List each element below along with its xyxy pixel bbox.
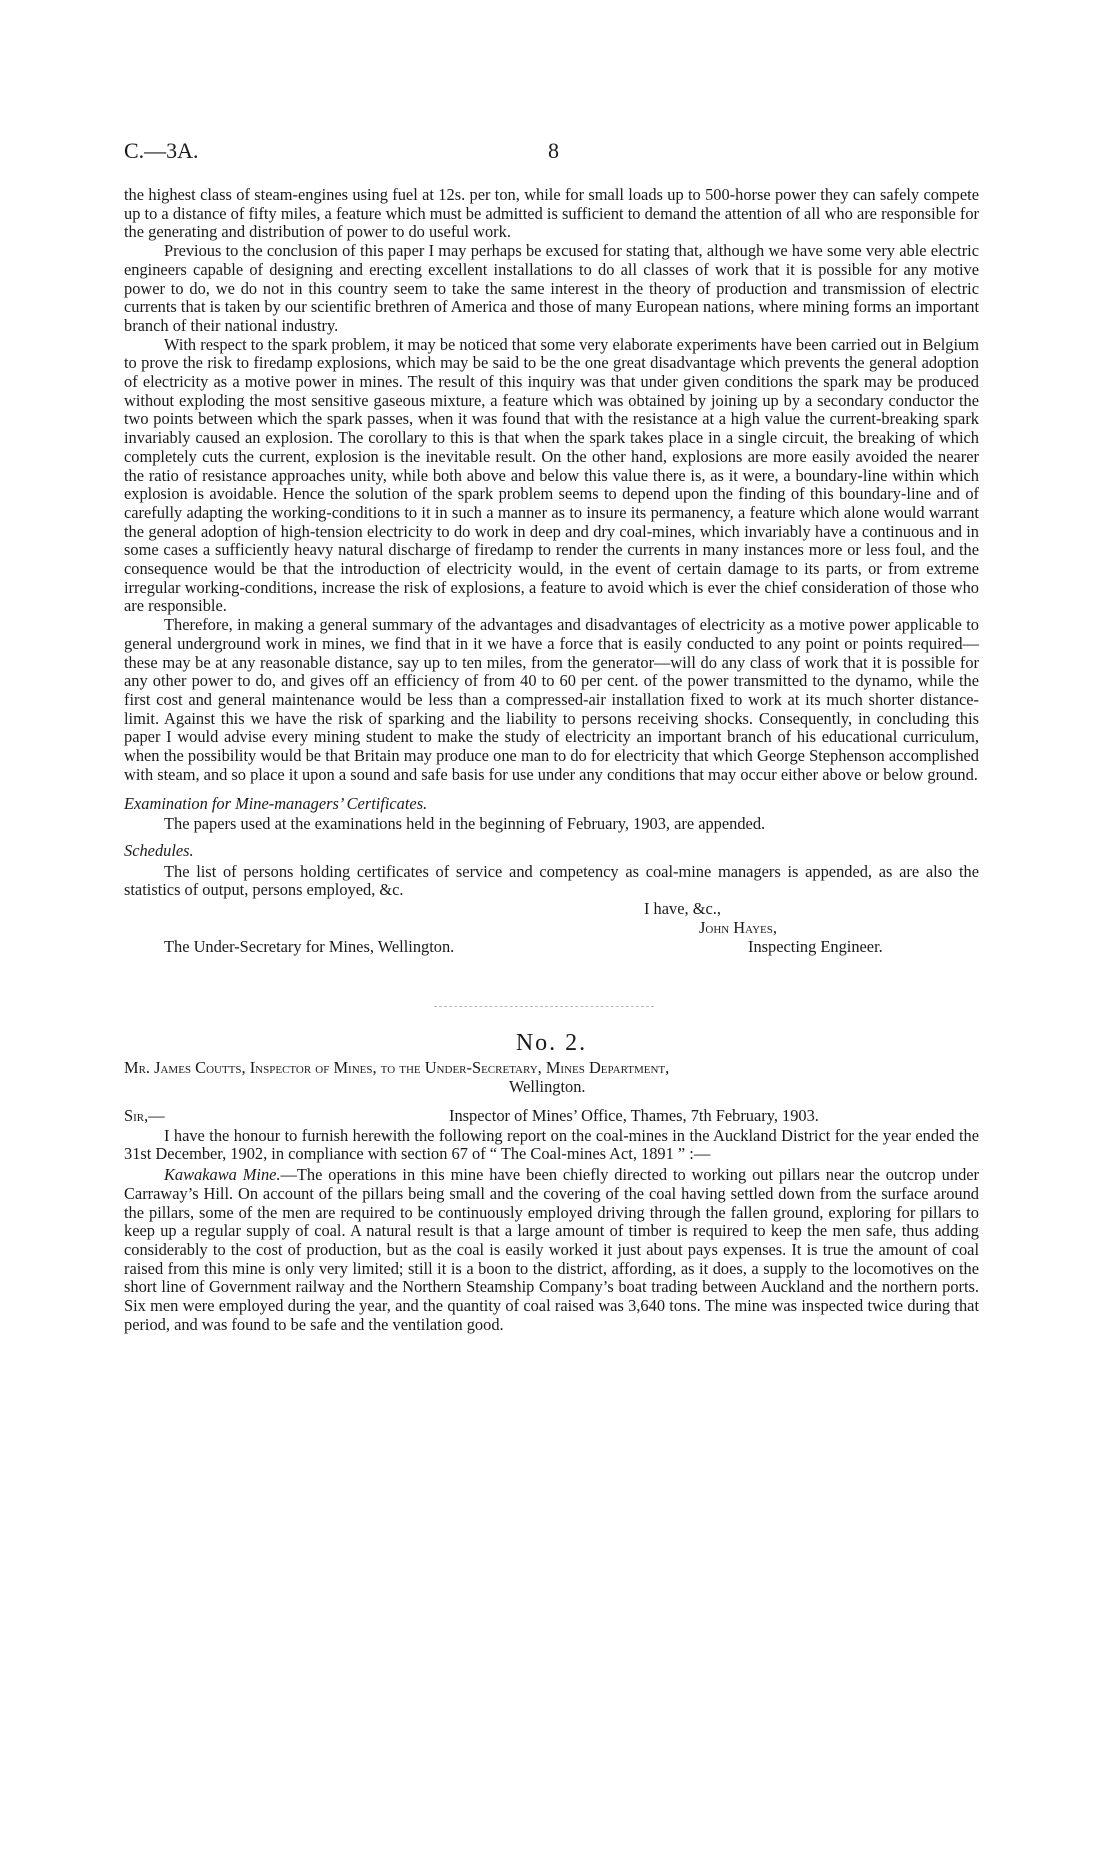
paragraph-continuation: the highest class of steam-engines using fuel at 12s. per ton, while for small loads up to 500-horse power they can safely compete up to a distance of fifty miles, a feature which must be admitted is sufficient to demand the attention of all who are responsible for the generating and distribution of power to do useful work.: [124, 185, 979, 242]
exam-paragraph: The papers used at the examinations held in the beginning of February, 1903, are appended.: [164, 814, 766, 834]
intro-paragraph: I have the honour to furnish herewith the following report on the coal-mines in the Auckland District for the year ended the 31st December, 1902, in compliance with section 67 of “ The Coal-mines Act, 1891 ” :—: [124, 1125, 979, 1164]
section-divider: [124, 976, 979, 1026]
paragraph: Previous to the conclusion of this paper I may perhaps be excused for stating that, although we have some very able electric engineers capable of designing and erecting excellent installations to do all classes of work that it is possible for any motive power to do, we do not in this country seem to take the same interest in the theory of production and transmission of electric currents that is taken by our scientific brethren of America and those of many European nations, where mining forms an important branch of their national industry.: [124, 241, 979, 335]
address-line-2: Wellington.: [509, 1076, 586, 1096]
schedules-paragraph: The list of persons holding certificates of service and competency as coal-mine managers is appended, as are also the statistics of output, persons employed, &c.: [124, 861, 979, 900]
closing: I have, &c.,: [644, 899, 721, 919]
dateline: Inspector of Mines’ Office, Thames, 7th February, 1903.: [449, 1105, 819, 1125]
mine-text: —The operations in this mine have been chiefly directed to working out pillars near the outcrop under Carraway’s Hill. On account of the pillars being small and the covering of the coal having settled down from the surface around the pillars, some of the men are required to be continuously employed driving through the fallen ground, exploring for pillars to keep up a regular supply of coal. A natural result is that a large amount of timber is required to keep the men safe, thus adding considerably to the cost of production, but as the coal is easily worked it just about pays expenses. It is true the amount of coal raised from this mine is only very limited; still it is a boon to the district, affording, as it does, a supply to the locomotives on the short line of Government railway and the Northern Steamship Company’s boat trading between Auckland and the northern ports. Six men were employed during the year, and the quantity of coal raised was 3,640 tons. The mine was inspected twice during that period, and was found to be safe and the ventilation good.: [124, 1165, 979, 1334]
page-header: [124, 138, 984, 168]
document-body: [124, 186, 979, 1334]
paragraph: Therefore, in making a general summary of the advantages and disadvantages of electricity as a motive power applicable to general underground work in mines, we find that in it we have a force that is easily conducted to any point or points required—these may be at any reasonable distance, say up to ten miles, from the generator—will do any class of work that it is possible for any other power to do, and gives off an efficiency of from 40 to 60 per cent. of the power transmitted to the dynamo, while the first cost and general maintenance would be less than a compressed-air installation fixed to work at its much shorter distance-limit. Against this we have the risk of sparking and the liability to persons receiving shocks. Consequently, in concluding this paper I would advise every mining student to make the study of electricity an important branch of his educational curriculum, when the possibility would be that Britain may produce one man to do for electricity that which George Stephenson accomplished with steam, and so place it upon a sound and safe basis for use under any conditions that may occur either above or below ground.: [124, 615, 979, 784]
address-heading: [124, 1059, 979, 1099]
signature-block: [124, 900, 979, 976]
divider-line: [434, 1006, 654, 1007]
exam-heading: Examination for Mine-managers’ Certificates.: [124, 793, 428, 813]
document-reference: C.—3A.: [124, 138, 199, 163]
schedules-heading: Schedules.: [124, 840, 194, 860]
salutation-row: [124, 1107, 979, 1127]
mine-paragraph: [124, 1166, 979, 1334]
addressee: The Under-Secretary for Mines, Wellington.: [164, 937, 455, 957]
address-line: Mr. James Coutts, Inspector of Mines, to the Under-Secretary, Mines Department,: [124, 1057, 670, 1077]
signatory-title: Inspecting Engineer.: [748, 937, 883, 957]
paragraph: With respect to the spark problem, it may be noticed that some very elaborate experiments have been carried out in Belgium to prove the risk to firedamp explosions, which may be said to be the one great disadvantage which prevents the general adoption of electricity as a motive power in mines. The result of this inquiry was that under given conditions the spark may be produced without exploding the most sensitive gaseous mixture, a feature which was obtained by joining up by a secondary conductor the two points between which the spark passes, when it was found that with the resistance at a high value the current-breaking spark invariably caused an explosion. The corollary to this is that when the spark takes place in a single circuit, the breaking of which completely cuts the current, explosion is the inevitable result. On the other hand, explosions are more easily avoided the nearer the ratio of resistance approaches unity, while both above and below this value there is, as it were, a boundary-line within which explosion is avoidable. Hence the solution of the spark problem seems to depend upon the finding of this boundary-line and of carefully adapting the working-conditions to it in such a manner as to insure its permanency, a feature which alone would warrant the general adoption of high-tension electricity to do work in deep and dry coal-mines, which invariably have a continuous and in some cases a sufficiently heavy natural discharge of firedamp to render the currents in many instances more or less foul, and the consequence would be that the introduction of electricity would, in the event of certain damage to its parts, or from extreme irregular working-conditions, increase the risk of explosions, a feature to avoid which is ever the chief consideration of those who are responsible.: [124, 334, 979, 616]
salutation: Sir,—: [124, 1105, 165, 1125]
signatory-name: John Hayes,: [699, 918, 777, 938]
page-number: 8: [548, 138, 559, 163]
mine-name: Kawakawa Mine.: [164, 1165, 281, 1185]
section-number: No. 2.: [515, 1030, 588, 1057]
